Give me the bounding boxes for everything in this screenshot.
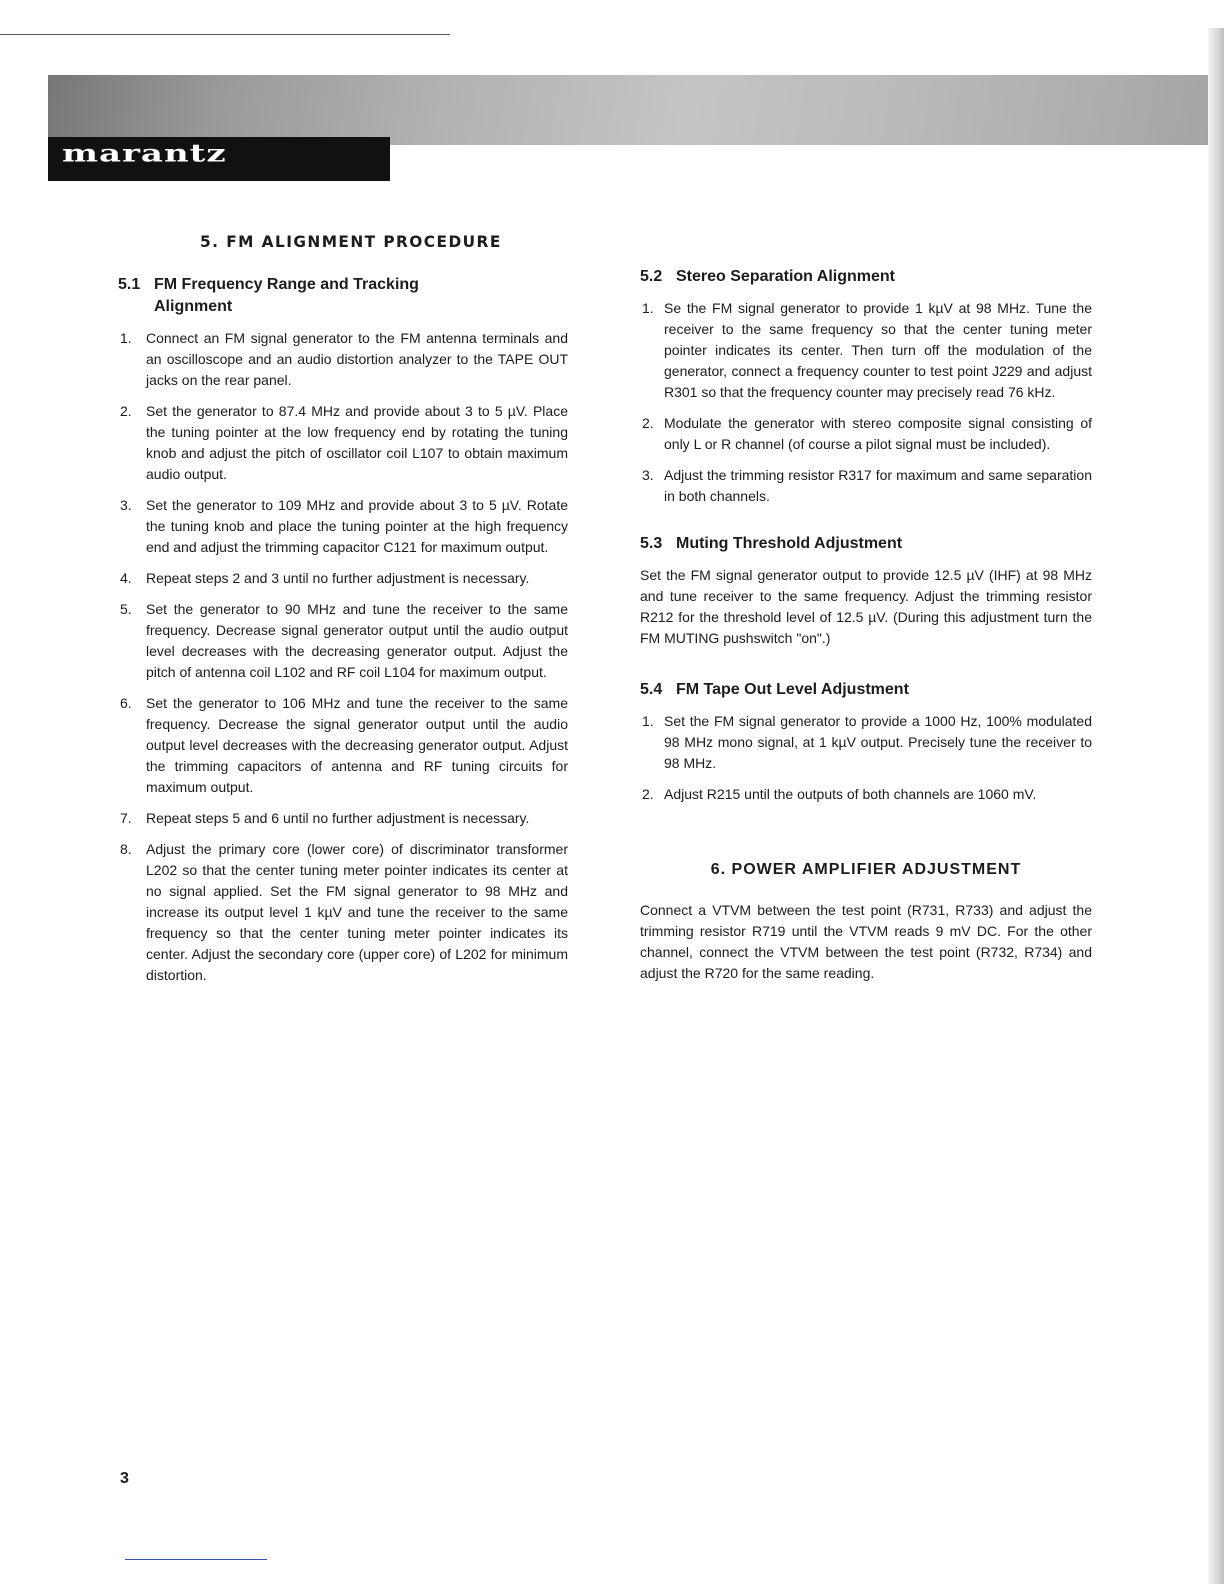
list-item	[118, 693, 568, 798]
bottom-rule	[125, 1559, 267, 1560]
step-number: 8.	[120, 841, 132, 857]
step-number: 2.	[642, 415, 654, 431]
step-number: 2.	[120, 403, 132, 419]
step-number: 1.	[120, 330, 132, 346]
page-title: 5. FM ALIGNMENT PROCEDURE	[200, 232, 502, 251]
section-5-1-steps	[118, 328, 568, 986]
step-text: Adjust the trimming resistor R317 for maximum and same separation in both channels.	[664, 467, 1092, 504]
section-number: 5.2	[640, 268, 663, 285]
list-item	[118, 568, 568, 589]
list-item	[640, 784, 1092, 805]
list-item	[118, 401, 568, 485]
section-6-heading: 6. POWER AMPLIFIER ADJUSTMENT	[710, 861, 1022, 878]
step-number: 1.	[642, 300, 654, 316]
list-item	[118, 495, 568, 558]
brand-logo: marantz	[62, 140, 227, 168]
list-item	[640, 413, 1092, 455]
list-item	[118, 808, 568, 829]
section-title: Stereo Separation Alignment	[676, 268, 895, 285]
list-item	[118, 328, 568, 391]
step-text: Set the generator to 106 MHz and tune the receiver to the same frequency. Decrease the signal generator output until the audio output level decreases with the decreasing generator output. Adjust the trimming capacitors of antenna and RF tuning circuits for maximum output.	[146, 695, 568, 795]
step-text: Connect an FM signal generator to the FM antenna terminals and an oscilloscope and an audio distortion analyzer to the TAPE OUT jacks on the rear panel.	[146, 330, 568, 388]
section-6-body: Connect a VTVM between the test point (R731, R733) and adjust the trimming resistor R719 until the VTVM reads 9 mV DC. For the other channel, connect the VTVM between the test point (R732, R734) and adjust the R720 for the same reading.	[640, 902, 1092, 981]
section-5-2-steps	[640, 298, 1092, 507]
step-text: Set the generator to 90 MHz and tune the receiver to the same frequency. Decrease signal generator output until the audio output level decreases with the decreasing generator output. Adjust the pitch of antenna coil L102 and RF coil L104 for maximum output.	[146, 601, 568, 680]
step-text: Set the generator to 109 MHz and provide about 3 to 5 µV. Rotate the tuning knob and place the tuning pointer at the high frequency end and adjust the trimming capacitor C121 for maximum output.	[146, 497, 568, 555]
top-rule	[0, 34, 450, 35]
step-number: 6.	[120, 695, 132, 711]
section-5-1-heading	[118, 274, 568, 318]
header-banner	[48, 75, 1208, 145]
step-text: Repeat steps 2 and 3 until no further adjustment is necessary.	[146, 570, 530, 586]
section-number: 5.1	[118, 276, 141, 293]
list-item	[640, 711, 1092, 774]
page-number: 3	[120, 1470, 129, 1487]
step-text: Set the generator to 87.4 MHz and provide about 3 to 5 µV. Place the tuning pointer at the low frequency end by rotating the tuning knob and adjust the pitch of oscillator coil L107 to obtain maximum audio output.	[146, 403, 568, 482]
step-text: Modulate the generator with stereo composite signal consisting of only L or R channel (of course a pilot signal must be included).	[664, 415, 1092, 452]
section-title: FM Tape Out Level Adjustment	[676, 681, 909, 698]
section-5-4-steps	[640, 711, 1092, 805]
step-text: Adjust R215 until the outputs of both channels are 1060 mV.	[664, 786, 1037, 802]
list-item	[118, 599, 568, 683]
step-text: Se the FM signal generator to provide 1 kµV at 98 MHz. Tune the receiver to the same frequency so that the center tuning meter pointer indicates its center. Then turn off the modulation of the generator, connect a frequency counter to test point J229 and adjust R301 so that the frequency counter may precisely read 76 kHz.	[664, 300, 1092, 400]
section-5-3-body: Set the FM signal generator output to provide 12.5 µV (IHF) at 98 MHz and tune receiver to the same frequency. Adjust the trimming resistor R212 for the threshold level of 12.5 µV. (During this adjustment turn the FM MUTING pushswitch "on".)	[640, 567, 1092, 646]
step-number: 3.	[642, 467, 654, 483]
step-text: Set the FM signal generator to provide a 1000 Hz, 100% modulated 98 MHz mono signal, at 1 kµV output. Precisely tune the receiver to 98 MHz.	[664, 713, 1092, 771]
section-title: FM Frequency Range and Tracking	[154, 276, 419, 293]
list-item	[118, 839, 568, 986]
section-number: 5.3	[640, 535, 663, 552]
section-title-cont: Alignment	[154, 298, 233, 315]
step-number: 2.	[642, 786, 654, 802]
left-column	[118, 274, 568, 996]
list-item	[640, 465, 1092, 507]
step-number: 7.	[120, 810, 132, 826]
step-text: Adjust the primary core (lower core) of discriminator transformer L202 so that the center tuning meter pointer indicates its center at no signal applied. Set the FM signal generator to 98 MHz and increase its output level 1 kµV and tune the receiver to the same frequency so that the center tuning meter pointer indicates its center. Adjust the secondary core (upper core) of L202 for minimum distortion.	[146, 841, 568, 983]
section-number: 5.4	[640, 681, 663, 698]
section-5-4-heading	[640, 679, 1092, 701]
step-number: 5.	[120, 601, 132, 617]
right-column	[640, 266, 1092, 984]
list-item	[640, 298, 1092, 403]
section-title: Muting Threshold Adjustment	[676, 535, 903, 552]
step-number: 3.	[120, 497, 132, 513]
page-edge-shadow	[1208, 28, 1224, 1584]
section-5-2-heading	[640, 266, 1092, 288]
step-number: 4.	[120, 570, 132, 586]
step-text: Repeat steps 5 and 6 until no further adjustment is necessary.	[146, 810, 530, 826]
step-number: 1.	[642, 713, 654, 729]
section-5-3-heading	[640, 533, 1092, 555]
